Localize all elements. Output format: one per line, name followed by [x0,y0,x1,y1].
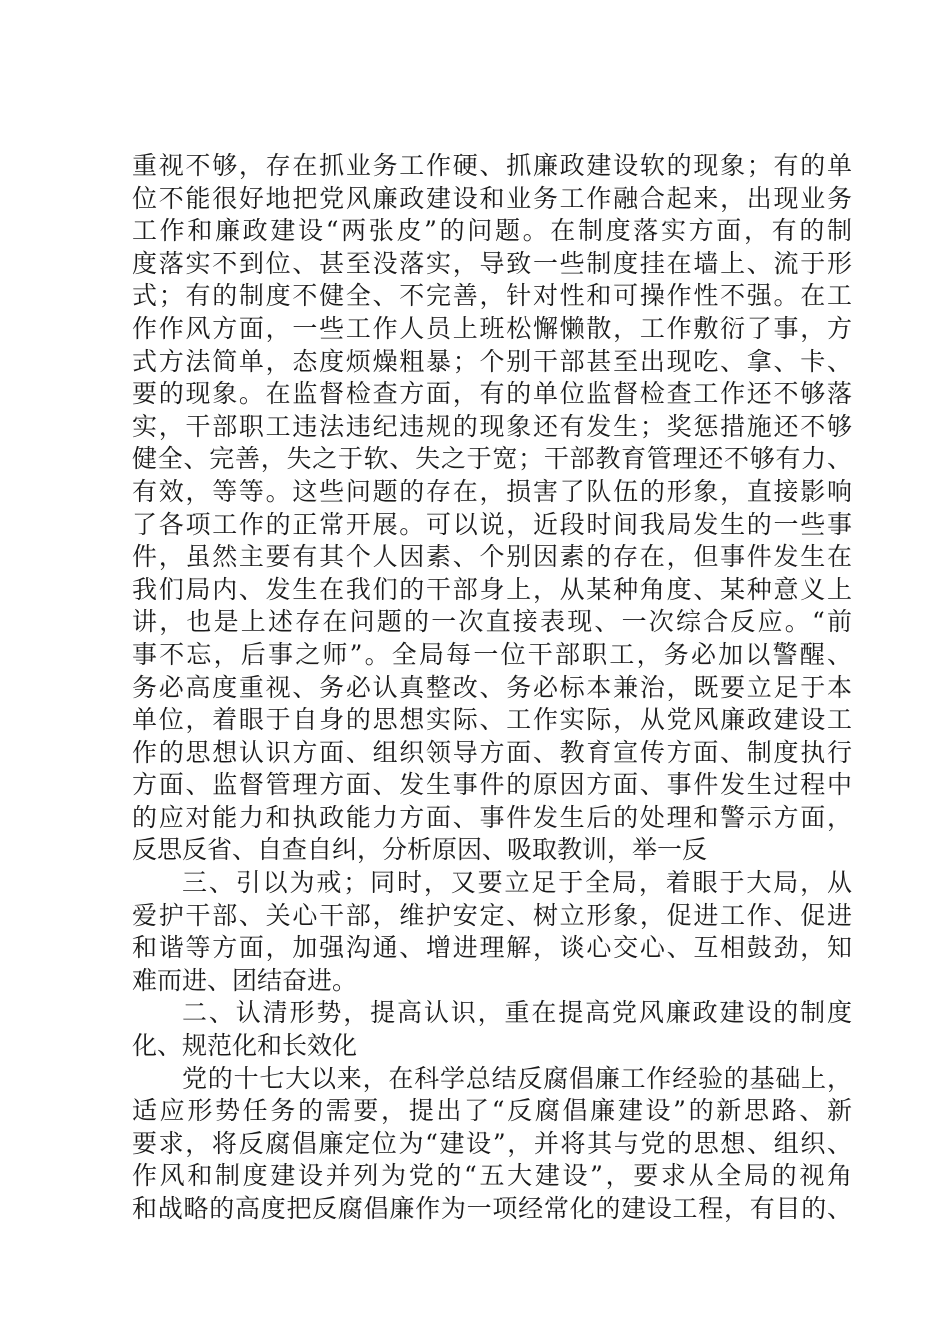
text-line: 事不忘，后事之师”。全局每一位干部职工，务必加以警醒、 [132,639,855,669]
text-line: 爱护干部、关心干部，维护安定、树立形象，促进工作、促进 [132,900,854,930]
text-line: 作风和制度建设并列为党的“五大建设”，要求从全局的视角 [132,1161,855,1191]
text-line: 有效，等等。这些问题的存在，损害了队伍的形象，直接影响 [132,476,854,506]
text-line: 健全、完善，失之于软、失之于宽；干部教育管理还不够有力、 [132,444,853,474]
text-line: 作作风方面，一些工作人员上班松懈懒散，工作敷衍了事，方 [132,313,854,343]
text-line: 工作和廉政建设“两张皮”的问题。在制度落实方面，有的制 [132,216,855,246]
text-line: 适应形势任务的需要，提出了“反腐倡廉建设”的新思路、新 [132,1096,855,1126]
text-line: 我们局内、发生在我们的干部身上，从某种角度、某种意义上 [132,574,854,604]
text-line: 和谐等方面，加强沟通、增进理解，谈心交心、互相鼓劲，知 [132,933,854,963]
text-line: 三、引以为戒；同时，又要立足于全局，着眼于大局，从 [182,868,854,898]
text-line: 重视不够，存在抓业务工作硬、抓廉政建设软的现象；有的单 [132,151,854,180]
text-line: 二、认清形势，提高认识，重在提高党风廉政建设的制度 [182,998,854,1028]
text-line: 位不能很好地把党风廉政建设和业务工作融合起来，出现业务 [132,183,854,213]
text-line: 实，干部职工违法违纪违规的现象还有发生；奖惩措施还不够 [132,411,854,441]
text-line: 方面、监督管理方面、发生事件的原因方面、事件发生过程中 [132,770,854,800]
text-line: 作的思想认识方面、组织领导方面、教育宣传方面、制度执行 [132,737,854,767]
text-line: 讲，也是上述存在问题的一次直接表现、一次综合反应。“前 [132,607,855,637]
text-line: 难而进、团结奋进。 [132,965,358,995]
text-line: 化、规范化和长效化 [132,1031,358,1061]
text-line: 要求，将反腐倡廉定位为“建设”，并将其与党的思想、组织、 [132,1128,854,1158]
text-line: 式方法简单，态度烦燥粗暴；个别干部甚至出现吃、拿、卡、 [132,346,854,376]
text-line: 反思反省、自查自纠，分析原因、吸取教训，举一反 [132,835,708,865]
body-text [132,150,855,1226]
text-line: 度落实不到位、甚至没落实，导致一些制度挂在墙上、流于形 [132,248,854,278]
text-line: 的应对能力和执政能力方面、事件发生后的处理和警示方面， [132,802,854,832]
text-line: 党的十七大以来，在科学总结反腐倡廉工作经验的基础上， [182,1063,853,1093]
text-line: 了各项工作的正常开展。可以说，近段时间我局发生的一些事 [132,509,854,539]
text-line: 务必高度重视、务必认真整改、务必标本兼治，既要立足于本 [132,672,854,702]
text-line: 单位，着眼于自身的思想实际、工作实际，从党风廉政建设工 [132,705,854,735]
text-line: 式；有的制度不健全、不完善，针对性和可操作性不强。在工 [132,281,854,311]
text-line: 要的现象。在监督检查方面，有的单位监督检查工作还不够落 [132,379,854,409]
text-line: 件，虽然主要有其个人因素、个别因素的存在，但事件发生在 [132,542,854,572]
text-line: 和战略的高度把反腐倡廉作为一项经常化的建设工程，有目的、 [132,1194,853,1223]
